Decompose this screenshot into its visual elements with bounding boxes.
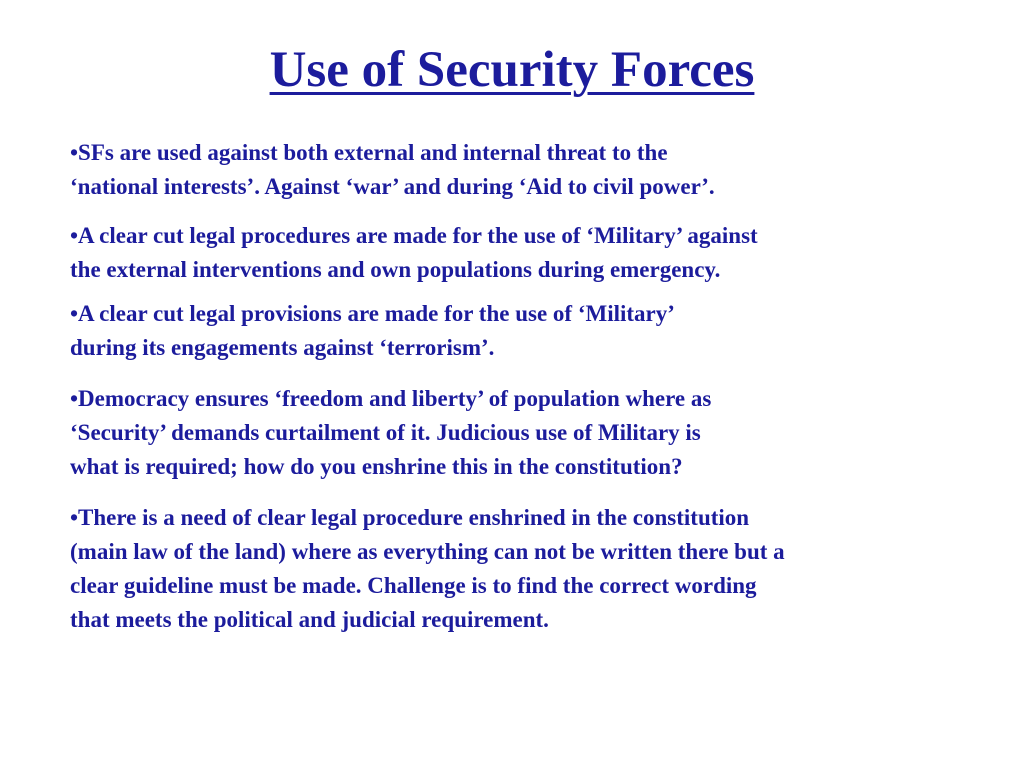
bullet-line: clear guideline must be made. Challenge is to find the correct wording: [70, 573, 757, 598]
bullet-line: (main law of the land) where as everything can not be written there but a: [70, 539, 785, 564]
bullet-line: ‘national interests’. Against ‘war’ and during ‘Aid to civil power’.: [70, 174, 715, 199]
bullet-constitution-procedure: [70, 501, 785, 637]
slide-title-text: Use of Security Forces: [269, 42, 755, 98]
bullet-line: that meets the political and judicial requirement.: [70, 607, 549, 632]
bullet-democracy-security: [70, 382, 711, 484]
bullet-line: during its engagements against ‘terrorism’.: [70, 335, 495, 360]
bullet-legal-procedures: [70, 219, 758, 287]
bullet-line: •SFs are used against both external and internal threat to the: [70, 140, 668, 165]
bullet-line: •A clear cut legal procedures are made for the use of ‘Military’ against: [70, 223, 758, 248]
bullet-line: the external interventions and own populations during emergency.: [70, 257, 721, 282]
bullet-line: what is required; how do you enshrine this in the constitution?: [70, 454, 683, 479]
bullet-line: ‘Security’ demands curtailment of it. Judicious use of Military is: [70, 420, 701, 445]
bullet-line: •A clear cut legal provisions are made for the use of ‘Military’: [70, 301, 675, 326]
bullet-line: •Democracy ensures ‘freedom and liberty’ of population where as: [70, 386, 712, 411]
bullet-external-internal-threat: [70, 136, 715, 204]
slide-title: [0, 38, 1024, 102]
bullet-line: •There is a need of clear legal procedure enshrined in the constitution: [70, 505, 750, 530]
bullet-legal-provisions-terrorism: [70, 297, 675, 365]
